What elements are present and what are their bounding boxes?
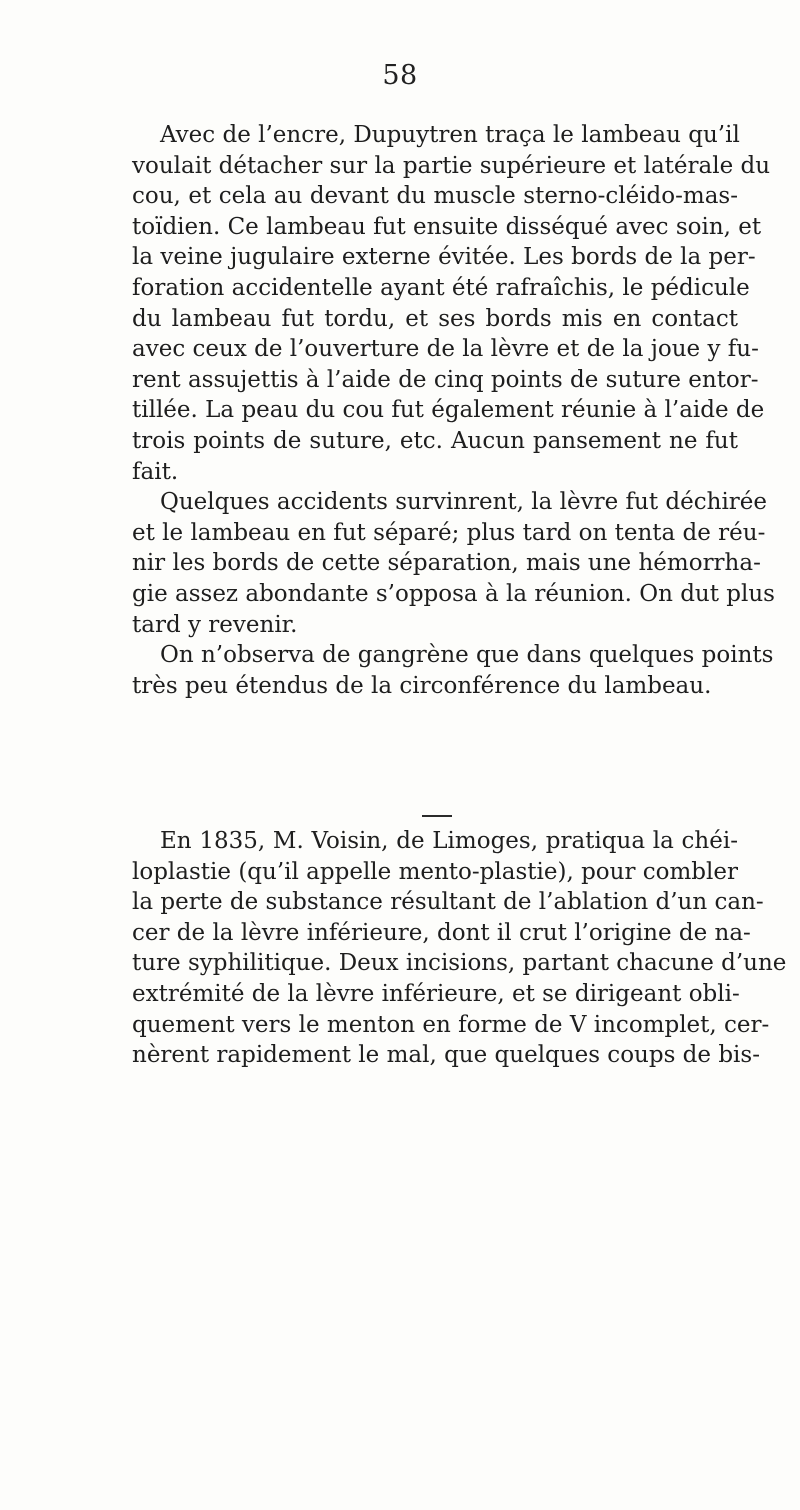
text-line: ture syphilitique. Deux incisions, partant chacune d’une [132,950,787,977]
text-line: On n’observa de gangrène que dans quelques points [160,642,774,669]
text-line: extrémité de la lèvre inférieure, et se dirigeant obli- [132,980,740,1007]
text-line: loplastie (qu’il appelle mento-plastie), pour combler [132,858,738,885]
text-line: et le lambeau en fut séparé; plus tard on tenta de réu- [132,519,766,546]
text-line: cou, et cela au devant du muscle sterno-cléido-mas- [132,183,738,210]
text-line: la perte de substance résultant de l’ablation d’un can- [132,889,764,916]
text-line: toïdien. Ce lambeau fut ensuite disséqué avec soin, et [132,213,762,240]
text-block-bottom [132,826,787,1071]
text-line: du lambeau fut tordu, et ses bords mis en contact [132,305,738,332]
text-line: nir les bords de cette séparation, mais une hémorrha- [132,550,761,577]
text-line: trois points de suture, etc. Aucun pansement ne fut [132,427,738,454]
text-line: quement vers le menton en forme de V incomplet, cer- [132,1011,770,1038]
text-line: fait. [132,458,179,485]
text-line: la veine jugulaire externe évitée. Les bords de la per- [132,244,756,271]
text-line: Quelques accidents survinrent, la lèvre fut déchirée [160,489,768,516]
text-line: tard y revenir. [132,611,298,638]
text-line: foration accidentelle ayant été rafraîchis, le pédicule [132,274,750,301]
text-line: En 1835, M. Voisin, de Limoges, pratiqua la chéi- [160,828,738,854]
text-line: voulait détacher sur la partie supérieure et latérale du [132,152,771,179]
text-line: tillée. La peau du cou fut également réunie à l’aide de [132,397,765,424]
paragraph [132,120,771,487]
text-block-top [132,120,775,701]
text-line: très peu étendus de la circonférence du lambeau. [132,672,712,699]
text-line: cer de la lèvre inférieure, dont il crut l’origine de na- [132,919,751,946]
text-line: Avec de l’encre, Dupuytren traça le lambeau qu’il [160,122,740,148]
paragraph [132,826,787,1071]
text-line: rent assujettis à l’aide de cinq points de suture entor- [132,366,759,393]
paragraph [132,640,774,701]
text-line: nèrent rapidement le mal, que quelques coups de bis- [132,1042,760,1069]
text-line: gie assez abondante s’opposa à la réunion. On dut plus [132,580,775,607]
text-line: avec ceux de l’ouverture de la lèvre et de la joue y fu- [132,336,759,363]
section-separator [422,815,452,817]
paragraph [132,487,775,640]
page-number: 58 [382,60,418,91]
